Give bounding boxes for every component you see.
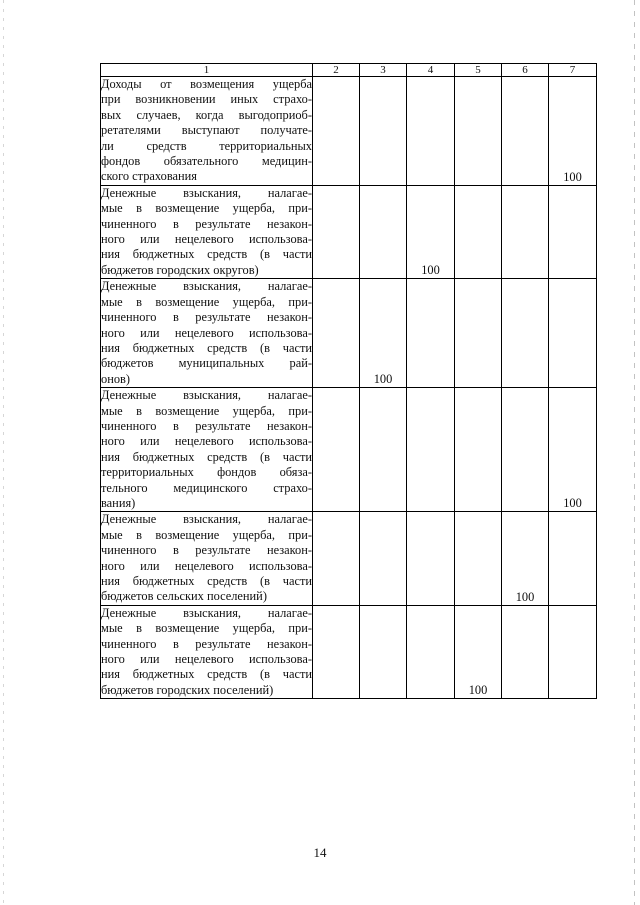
table-row bbox=[101, 605, 597, 698]
percent-cell bbox=[549, 185, 597, 278]
percent-cell: 100 bbox=[455, 605, 502, 698]
description-line: чиненного в результате незакон- bbox=[101, 216, 312, 231]
description-line: ния бюджетных средств (в части bbox=[101, 574, 312, 588]
percent-cell: 100 bbox=[549, 77, 597, 186]
description-line: ли средств территориальных bbox=[101, 138, 312, 153]
column-header: 7 bbox=[549, 64, 597, 77]
percent-cell: 100 bbox=[360, 279, 407, 388]
description-line: ния бюджетных средств (в части bbox=[101, 340, 312, 355]
percent-cell bbox=[360, 605, 407, 698]
description-line: Доходы от возмещения ущерба bbox=[101, 77, 312, 91]
description-line: ния бюджетных средств (в части bbox=[101, 449, 312, 464]
percent-cell bbox=[407, 279, 455, 388]
percent-cell bbox=[549, 512, 597, 605]
percent-cell bbox=[455, 279, 502, 388]
description-line: чиненного в результате незакон- bbox=[101, 418, 312, 433]
percent-cell bbox=[407, 388, 455, 512]
table-row bbox=[101, 512, 597, 605]
description-line: чиненного в результате незакон- bbox=[101, 310, 312, 325]
percent-cell bbox=[502, 185, 549, 278]
percent-cell bbox=[455, 388, 502, 512]
description-line: Денежные взыскания, налагае- bbox=[101, 512, 312, 527]
percent-cell bbox=[455, 77, 502, 186]
description-line: мые в возмещение ущерба, при- bbox=[101, 403, 312, 418]
column-header: 3 bbox=[360, 64, 407, 77]
percent-cell bbox=[313, 185, 360, 278]
percent-cell bbox=[455, 185, 502, 278]
description-line: мые в возмещение ущерба, при- bbox=[101, 201, 312, 216]
distribution-table bbox=[100, 63, 597, 699]
column-header: 1 bbox=[101, 64, 313, 77]
header-row bbox=[101, 64, 597, 77]
column-header: 2 bbox=[313, 64, 360, 77]
description-line: ного или нецелевого использова- bbox=[101, 652, 312, 667]
description-line: бюджетов сельских поселений) bbox=[101, 589, 267, 604]
column-header: 5 bbox=[455, 64, 502, 77]
page-number: 14 bbox=[313, 845, 327, 860]
percent-cell bbox=[313, 279, 360, 388]
scan-edge-left bbox=[3, 0, 4, 905]
percent-cell bbox=[313, 512, 360, 605]
description-line: бюджетов городских поселений) bbox=[101, 682, 274, 697]
revenue-description-cell bbox=[101, 605, 313, 698]
description-line: ния бюджетных средств (в части bbox=[101, 667, 312, 682]
percent-cell bbox=[502, 77, 549, 186]
percent-cell bbox=[360, 77, 407, 186]
revenue-description-cell bbox=[101, 279, 313, 388]
percent-cell bbox=[313, 77, 360, 186]
description-line: ния бюджетных средств (в части bbox=[101, 247, 312, 262]
description-line: мые в возмещение ущерба, при- bbox=[101, 527, 312, 542]
description-line: мые в возмещение ущерба, при- bbox=[101, 621, 312, 636]
description-line: ского страхования bbox=[101, 169, 197, 184]
description-line: территориальных фондов обяза- bbox=[101, 465, 312, 480]
column-header: 4 bbox=[407, 64, 455, 77]
description-line: онов) bbox=[101, 371, 130, 386]
percent-cell: 100 bbox=[502, 512, 549, 605]
percent-cell bbox=[455, 512, 502, 605]
percent-cell: 100 bbox=[407, 185, 455, 278]
description-line: при возникновении иных страхо- bbox=[101, 92, 312, 107]
description-line: Денежные взыскания, налагае- bbox=[101, 185, 312, 200]
description-line: Денежные взыскания, налагае- bbox=[101, 388, 312, 403]
percent-cell bbox=[407, 77, 455, 186]
column-header: 6 bbox=[502, 64, 549, 77]
description-line: мые в возмещение ущерба, при- bbox=[101, 294, 312, 309]
description-line: ретателями выступают получате- bbox=[101, 123, 312, 138]
description-line: ного или нецелевого использова- bbox=[101, 558, 312, 573]
description-line: чиненного в результате незакон- bbox=[101, 543, 312, 558]
description-line: ного или нецелевого использова- bbox=[101, 325, 312, 340]
table-body bbox=[101, 77, 597, 699]
description-line: вых случаев, когда выгодоприоб- bbox=[101, 107, 312, 122]
percent-cell bbox=[407, 605, 455, 698]
table-row bbox=[101, 388, 597, 512]
percent-cell bbox=[407, 512, 455, 605]
percent-cell bbox=[549, 279, 597, 388]
description-line: ного или нецелевого использова- bbox=[101, 434, 312, 449]
table-row bbox=[101, 279, 597, 388]
description-line: Денежные взыскания, налагае- bbox=[101, 605, 312, 620]
percent-cell bbox=[360, 388, 407, 512]
table-row bbox=[101, 77, 597, 186]
revenue-description-cell bbox=[101, 77, 313, 186]
percent-cell bbox=[502, 605, 549, 698]
revenue-description-cell bbox=[101, 512, 313, 605]
scan-edge-right bbox=[634, 0, 635, 905]
description-line: вания) bbox=[101, 495, 136, 510]
revenue-description-cell bbox=[101, 388, 313, 512]
description-line: ного или нецелевого использова- bbox=[101, 232, 312, 247]
description-line: чиненного в результате незакон- bbox=[101, 636, 312, 651]
description-line: тельного медицинского страхо- bbox=[101, 480, 312, 495]
revenue-description-cell bbox=[101, 185, 313, 278]
percent-cell bbox=[502, 388, 549, 512]
percent-cell bbox=[313, 605, 360, 698]
percent-cell bbox=[502, 279, 549, 388]
description-line: фондов обязательного медицин- bbox=[101, 154, 312, 169]
percent-cell bbox=[313, 388, 360, 512]
percent-cell bbox=[360, 185, 407, 278]
table-row bbox=[101, 185, 597, 278]
description-line: бюджетов муниципальных рай- bbox=[101, 356, 312, 371]
percent-cell bbox=[549, 605, 597, 698]
percent-cell: 100 bbox=[549, 388, 597, 512]
percent-cell bbox=[360, 512, 407, 605]
description-line: бюджетов городских округов) bbox=[101, 262, 259, 277]
description-line: Денежные взыскания, налагае- bbox=[101, 279, 312, 294]
